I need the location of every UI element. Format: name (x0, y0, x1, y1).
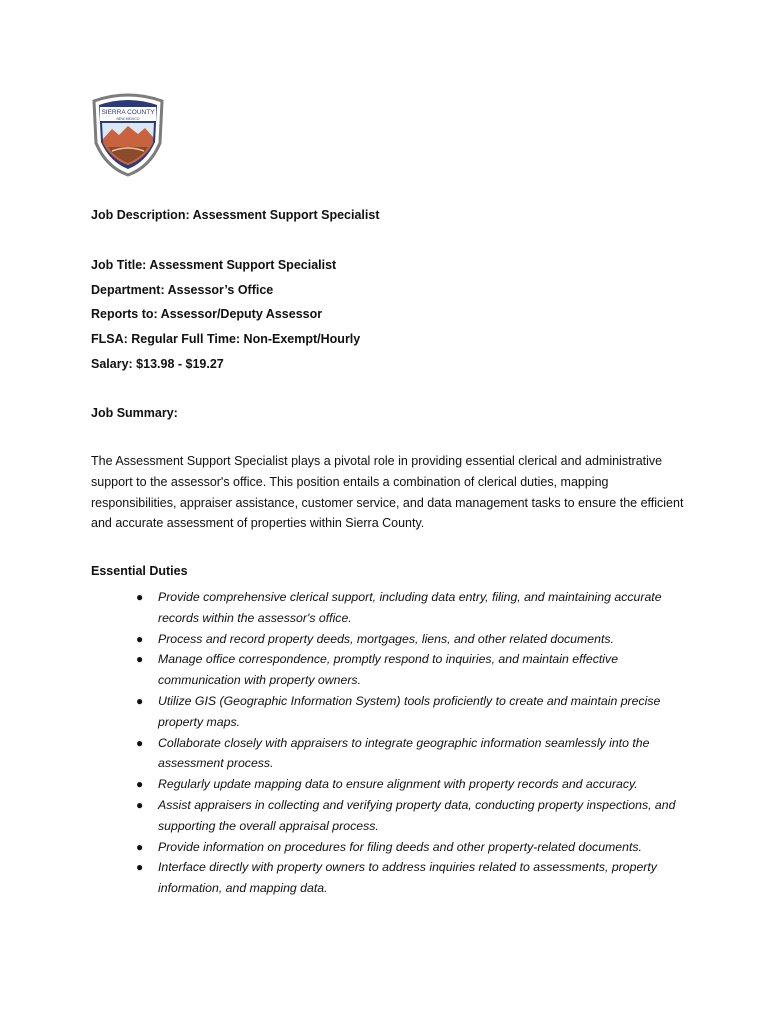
sierra-county-seal-logo (88, 93, 168, 177)
document-title: Job Description: Assessment Support Specialist (91, 208, 380, 222)
bullet-icon: ● (136, 590, 144, 604)
duty-text: Manage office correspondence, promptly respond to inquiries, and maintain effective communication with property owners. (158, 652, 619, 688)
bullet-icon: ● (136, 860, 144, 875)
essential-duties-list (136, 587, 696, 899)
duty-text: Provide comprehensive clerical support, including data entry, filing, and maintaining accurate records within the assessor's office. (158, 590, 662, 625)
list-item (136, 629, 696, 650)
job-summary-paragraph: The Assessment Support Specialist plays a pivotal role in providing essential clerical and administrative support to the assessor's office. This position entails a combination of clerical duties, mapping responsibilities, appraiser assistance, customer service, and data management tasks to ensure the efficient and accurate assessment of properties within Sierra County. (91, 454, 684, 531)
logo-text: SIERRA COUNTY (101, 109, 155, 116)
list-item (136, 733, 696, 775)
bullet-icon: ● (136, 631, 144, 646)
duty-text: Assist appraisers in collecting and verifying property data, conducting property inspections, and supporting the overall appraisal process. (158, 797, 676, 833)
duty-text: Provide information on procedures for filing deeds and other property-related documents. (158, 839, 642, 854)
list-item (136, 795, 696, 837)
list-item (136, 649, 696, 691)
bullet-icon: ● (136, 652, 144, 667)
list-item (136, 837, 696, 858)
list-item (136, 691, 696, 733)
list-item (136, 857, 696, 899)
essential-duties-heading: Essential Duties (91, 564, 188, 578)
duty-text: Regularly update mapping data to ensure alignment with property records and accuracy. (158, 777, 638, 792)
job-title-field: Job Title: Assessment Support Specialist (91, 258, 337, 272)
reports-to-field: Reports to: Assessor/Deputy Assessor (91, 307, 323, 322)
job-summary-heading: Job Summary: (91, 406, 178, 420)
bullet-icon: ● (136, 735, 144, 750)
logo-subtext: NEW MEXICO (116, 117, 140, 121)
bullet-icon: ● (136, 839, 144, 854)
salary-field: Salary: $13.98 - $19.27 (91, 356, 224, 371)
list-item (136, 587, 696, 629)
duty-text: Process and record property deeds, mortgages, liens, and other related documents. (158, 631, 614, 646)
department-field: Department: Assessor’s Office (91, 282, 274, 297)
bullet-icon: ● (136, 777, 144, 792)
duty-text: Interface directly with property owners to address inquiries related to assessments, property information, and mapping data. (158, 860, 657, 896)
duty-text: Collaborate closely with appraisers to integrate geographic information seamlessly into the assessment process. (158, 735, 650, 771)
flsa-field: FLSA: Regular Full Time: Non-Exempt/Hourly (91, 332, 361, 347)
bullet-icon: ● (136, 693, 144, 708)
list-item (136, 774, 696, 795)
bullet-icon: ● (136, 797, 144, 812)
duty-text: Utilize GIS (Geographic Information System) tools proficiently to create and maintain precise property maps. (158, 693, 661, 729)
job-details (91, 258, 360, 381)
